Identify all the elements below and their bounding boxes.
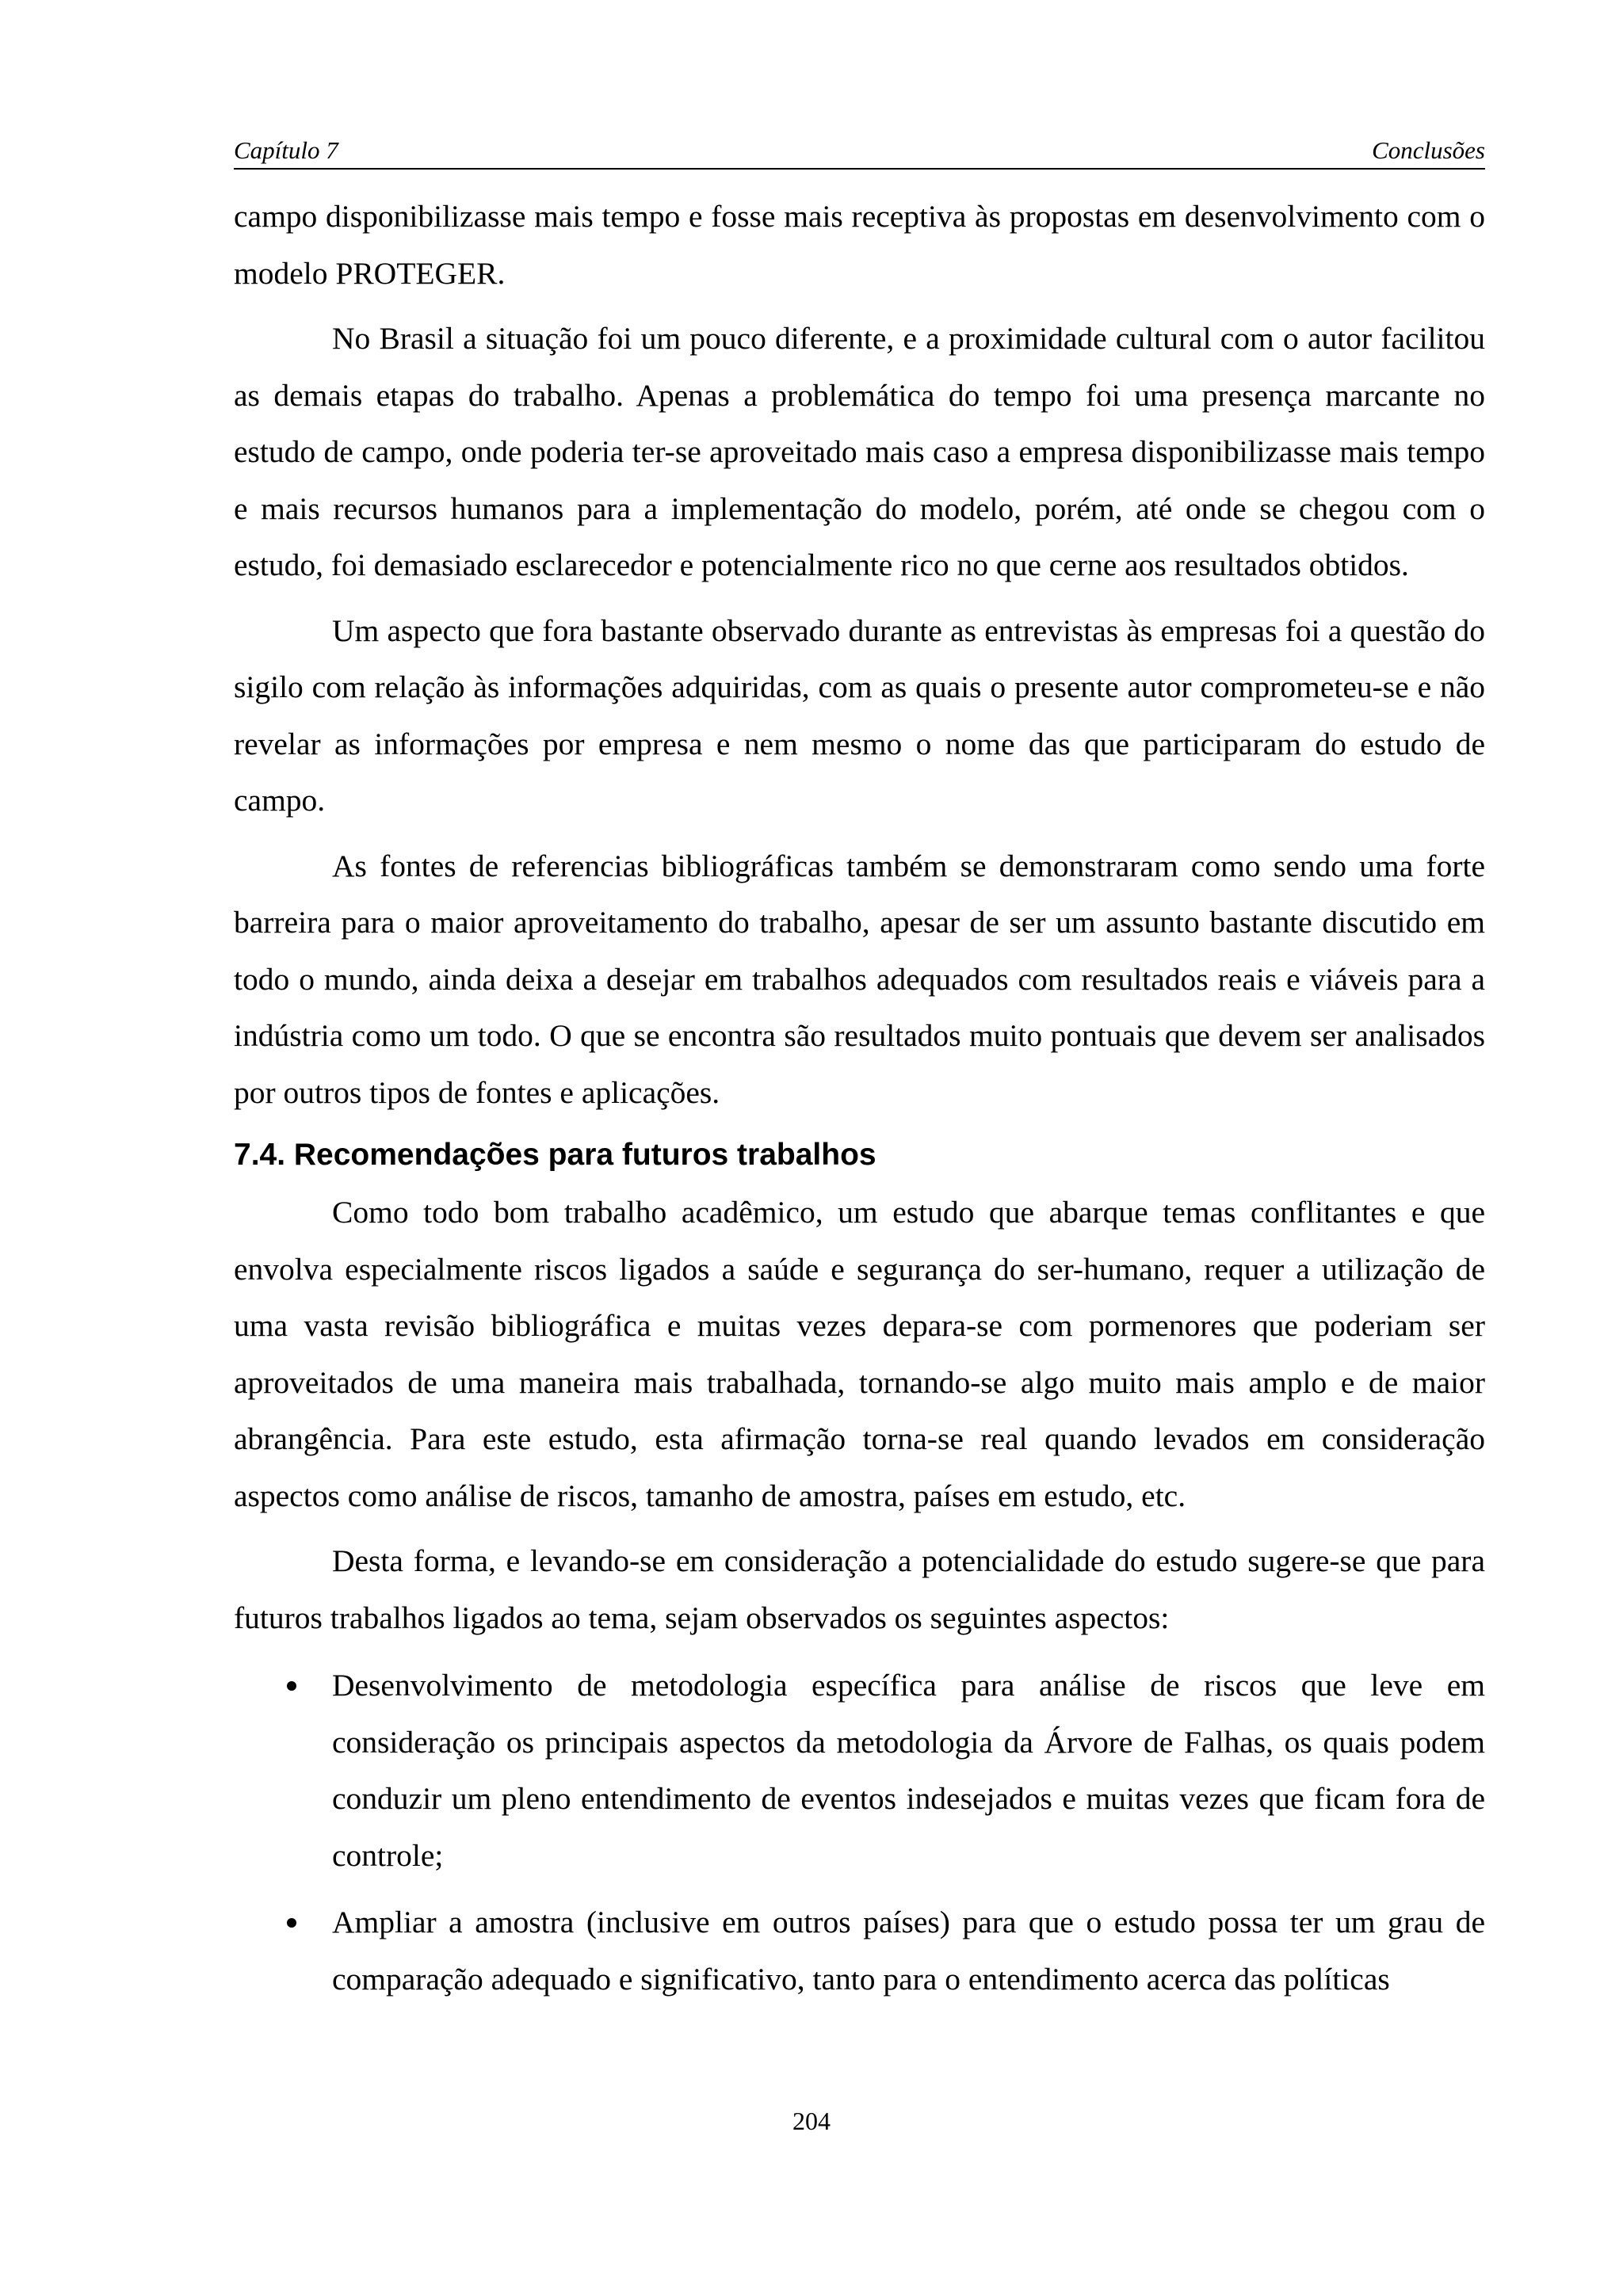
list-item bbox=[234, 1657, 1485, 1884]
body-text bbox=[234, 189, 1485, 2008]
paragraph: As fontes de referencias bibliográficas também se demonstraram como sendo uma forte barreira para o maior aproveitamento do trabalho, apesar de ser um assunto bastante discutido em todo o mundo, ainda deixa a desejar em trabalhos adequados com resultados reais e viáveis para a indústria como um todo. O que se encontra são resultados muito pontuais que devem ser analisados por outros tipos de fontes e aplicações. bbox=[234, 848, 1485, 1110]
bullet-icon bbox=[287, 1681, 296, 1691]
chapter-label: Capítulo 7 bbox=[234, 136, 338, 164]
paragraph: Um aspecto que fora bastante observado durante as entrevistas às empresas foi a questão do sigilo com relação às informações adquiridas, com as quais o presente autor comprometeu-se e não revelar as informações por empresa e nem mesmo o nome das que participaram do estudo de campo. bbox=[234, 612, 1485, 818]
page-number: 204 bbox=[792, 2107, 831, 2135]
chapter-title: Conclusões bbox=[1372, 136, 1485, 164]
recommendations-list bbox=[234, 1657, 1485, 2008]
bullet-icon bbox=[287, 1918, 296, 1928]
paragraph: No Brasil a situação foi um pouco diferente, e a proximidade cultural com o autor facilitou as demais etapas do trabalho. Apenas a problemática do tempo foi uma presença marcante no estudo de campo, onde poderia ter-se aproveitado mais caso a empresa disponibilizasse mais tempo e mais recursos humanos para a implementação do modelo, porém, até onde se chegou com o estudo, foi demasiado esclarecedor e potencialmente rico no que cerne aos resultados obtidos. bbox=[234, 321, 1485, 582]
paragraph: Como todo bom trabalho acadêmico, um estudo que abarque temas conflitantes e que envolva especialmente riscos ligados a saúde e segurança do ser-humano, requer a utilização de uma vasta revisão bibliográfica e muitas vezes depara-se com pormenores que poderiam ser aproveitados de uma maneira mais trabalhada, tornando-se algo muito mais amplo e de maior abrangência. Para este estudo, esta afirmação torna-se real quando levados em consideração aspectos como análise de riscos, tamanho de amostra, países em estudo, etc. bbox=[234, 1195, 1485, 1513]
running-header bbox=[234, 133, 1485, 170]
list-item-text: Desenvolvimento de metodologia específica para análise de riscos que leve em consideração os principais aspectos da metodologia da Árvore de Falhas, os quais podem conduzir um pleno entendimento de eventos indesejados e muitas vezes que ficam fora de controle; bbox=[332, 1668, 1485, 1873]
paragraph: campo disponibilizasse mais tempo e fosse mais receptiva às propostas em desenvolvimento com o modelo PROTEGER. bbox=[234, 199, 1485, 291]
paragraph: Desta forma, e levando-se em consideração a potencialidade do estudo sugere-se que para futuros trabalhos ligados ao tema, sejam observados os seguintes aspectos: bbox=[234, 1543, 1485, 1635]
section-heading: 7.4. Recomendações para futuros trabalhos bbox=[234, 1138, 876, 1172]
list-item-text: Ampliar a amostra (inclusive em outros países) para que o estudo possa ter um grau de comparação adequado e significativo, tanto para o entendimento acerca das políticas bbox=[332, 1905, 1485, 1997]
list-item bbox=[234, 1894, 1485, 2008]
